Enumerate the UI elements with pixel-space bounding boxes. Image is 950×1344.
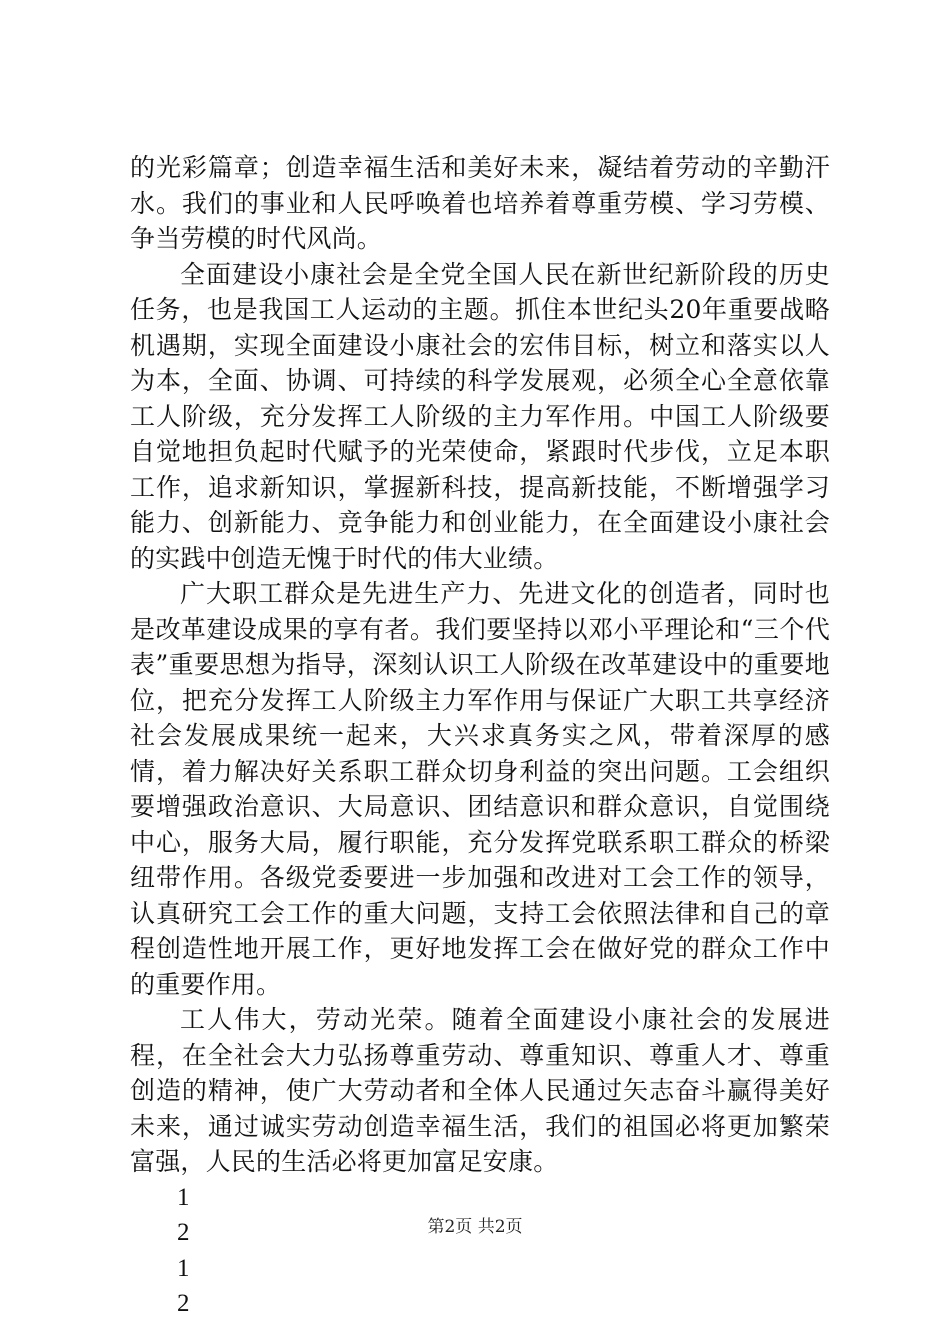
- paragraph-1: 的光彩篇章；创造幸福生活和美好未来，凝结着劳动的辛勤汗水。我们的事业和人民呼唤着也培养着尊重劳模、学习劳模、争当劳模的时代风尚。: [130, 153, 830, 253]
- number-line: 2: [177, 1219, 190, 1246]
- document-body: [130, 150, 830, 1322]
- number-line: 2: [177, 1290, 190, 1317]
- paragraph-2: 全面建设小康社会是全党全国人民在新世纪新阶段的历史任务，也是我国工人运动的主题。抓住本世纪头20年重要战略机遇期，实现全面建设小康社会的宏伟目标，树立和落实以人为本，全面、协调、可持续的科学发展观，必须全心全意依靠工人阶级，充分发挥工人阶级的主力军作用。中国工人阶级要自觉地担负起时代赋予的光荣使命，紧跟时代步伐，立足本职工作，追求新知识，掌握新科技，提高新技能，不断增强学习能力、创新能力、竞争能力和创业能力，在全面建设小康社会的实践中创造无愧于时代的伟大业绩。: [130, 259, 830, 573]
- page-footer: 第2页 共2页: [427, 1217, 523, 1237]
- paragraph-4: 工人伟大，劳动光荣。随着全面建设小康社会的发展进程，在全社会大力弘扬尊重劳动、尊重知识、尊重人才、尊重创造的精神，使广大劳动者和全体人民通过矢志奋斗赢得美好未来，通过诚实劳动创造幸福生活，我们的祖国必将更加繁荣富强，人民的生活必将更加富足安康。: [130, 1005, 830, 1176]
- number-list: [130, 1180, 830, 1322]
- number-line: 1: [177, 1254, 190, 1282]
- number-line: 1: [177, 1183, 190, 1211]
- paragraph-3: 广大职工群众是先进生产力、先进文化的创造者，同时也是改革建设成果的享有者。我们要坚持以邓小平理论和“三个代表”重要思想为指导，深刻认识工人阶级在改革建设中的重要地位，把充分发挥工人阶级主力军作用与保证广大职工共享经济社会发展成果统一起来，大兴求真务实之风，带着深厚的感情，着力解决好关系职工群众切身利益的突出问题。工会组织要增强政治意识、大局意识、团结意识和群众意识，自觉围绕中心，服务大局，履行职能，充分发挥党联系职工群众的桥梁纽带作用。各级党委要进一步加强和改进对工会工作的领导，认真研究工会工作的重大问题，支持工会依照法律和自己的章程创造性地开展工作，更好地发挥工会在做好党的群众工作中的重要作用。: [130, 579, 830, 999]
